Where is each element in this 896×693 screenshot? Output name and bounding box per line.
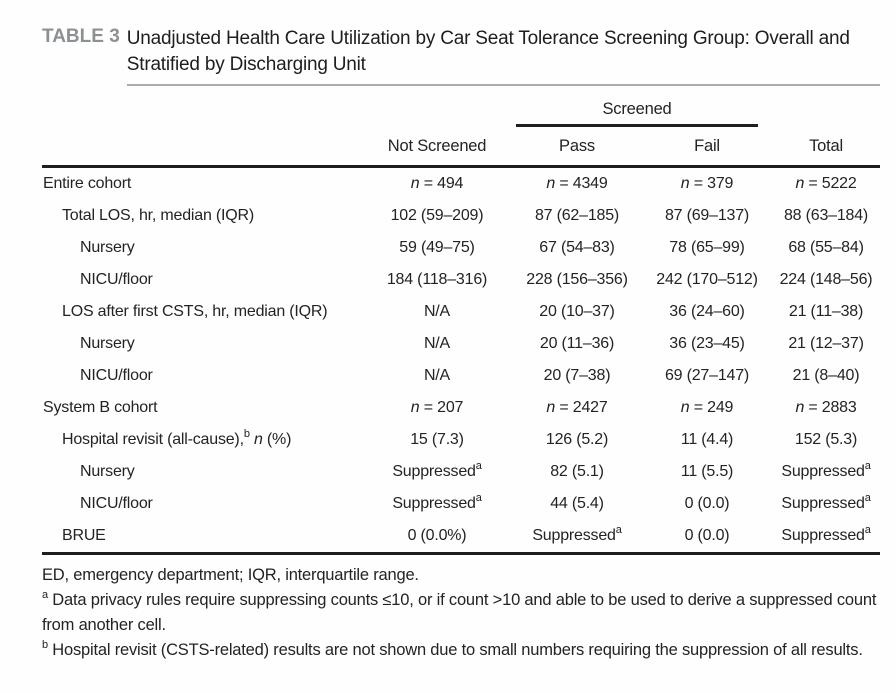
spanner-row [42, 95, 880, 127]
spanner-spacer [772, 95, 880, 127]
spanner-screened [512, 95, 772, 127]
table-row [42, 200, 880, 232]
footnote-a: $^a$ Data privacy rules require suppressing counts ≤10, or if count >10 and able to be used to derive a suppressed count from another cell. [42, 588, 877, 635]
cell-value: 15 (7.3) [410, 431, 464, 449]
cell-value: 21 (8–40) [792, 367, 860, 385]
table-row [42, 488, 880, 520]
row-label: Nursery [80, 335, 135, 353]
cell-value: 0 (0.0%) [362, 520, 512, 554]
cell-value: 20 (7–38) [543, 367, 611, 385]
cell-value: Suppressed$^a$ [512, 520, 642, 554]
cell-value: 228 (156–356) [526, 271, 628, 289]
table-row [42, 264, 880, 296]
title-underline-rule [127, 84, 880, 86]
column-header-total: Total [772, 127, 880, 167]
cell-value: 102 (59–209) [390, 207, 484, 225]
row-label: System B cohort [43, 399, 158, 417]
cell-value: 67 (54–83) [539, 239, 615, 257]
table-footnotes [42, 563, 880, 663]
row-label: Nursery [80, 239, 135, 257]
column-header-row [42, 127, 880, 167]
row-label: Hospital revisit (all-cause),$^b$ n (%) [62, 427, 292, 449]
column-header-pass: Pass [512, 127, 642, 167]
row-label: LOS after first CSTS, hr, median (IQR) [62, 303, 328, 321]
row-label: NICU/floor [80, 495, 153, 513]
table-header [42, 95, 880, 167]
cell-value: 68 (55–84) [788, 239, 864, 257]
column-header-not-screened: Not Screened [362, 127, 512, 167]
table-row [42, 424, 880, 456]
cell-value: 184 (118–316) [386, 271, 488, 289]
cell-value: 224 (148–56) [779, 271, 873, 289]
table-body [42, 167, 880, 554]
cell-value: n = 379 [680, 175, 734, 193]
row-label: Nursery [80, 463, 135, 481]
cell-value: 69 (27–147) [664, 367, 750, 385]
cell-value: n = 4349 [546, 175, 608, 193]
cell-value: n = 494 [410, 175, 464, 193]
cell-value: N/A [423, 303, 451, 321]
row-label: BRUE [42, 520, 362, 554]
cell-value: Suppressed$^a$ [392, 459, 482, 481]
cell-value: 21 (12–37) [788, 335, 864, 353]
table-row [42, 328, 880, 360]
cell-value: 36 (24–60) [669, 303, 745, 321]
cell-value: 59 (49–75) [399, 239, 475, 257]
cell-value: 11 (4.4) [680, 431, 734, 449]
cell-value: Suppressed$^a$ [781, 491, 871, 513]
row-label: Entire cohort [43, 175, 132, 193]
cell-value: Suppressed$^a$ [772, 520, 880, 554]
table-row [42, 360, 880, 392]
cell-value: n = 249 [680, 399, 734, 417]
row-label: Total LOS, hr, median (IQR) [62, 207, 255, 225]
spanner-spacer [362, 95, 512, 127]
table-title-block [127, 26, 880, 86]
cell-value: 78 (65–99) [669, 239, 745, 257]
cell-value: n = 2427 [546, 399, 608, 417]
row-label: NICU/floor [80, 367, 153, 385]
cell-value: 20 (10–37) [539, 303, 615, 321]
cell-value: 36 (23–45) [669, 335, 745, 353]
cell-value: 21 (11–38) [788, 303, 864, 321]
cell-value: 44 (5.4) [550, 495, 604, 513]
cell-value: 87 (69–137) [664, 207, 750, 225]
utilization-table [42, 95, 880, 555]
footnote-abbreviations: ED, emergency department; IQR, interquartile range. [42, 566, 419, 585]
table-caption [42, 26, 880, 86]
cell-value: N/A [423, 335, 451, 353]
column-header-fail: Fail [642, 127, 772, 167]
cell-value: 152 (5.3) [794, 431, 858, 449]
footnote-b: $^b$ Hospital revisit (CSTS-related) results are not shown due to small numbers requiring the suppression of all results. [42, 638, 863, 660]
table-row [42, 232, 880, 264]
spanner-spacer [42, 95, 362, 127]
cell-value: Suppressed$^a$ [781, 459, 871, 481]
cell-value: 0 (0.0) [642, 520, 772, 554]
cell-value: 88 (63–184) [783, 207, 869, 225]
table-title: Unadjusted Health Care Utilization by Car Seat Tolerance Screening Group: Overall and Stratified by Discharging Unit [126, 28, 850, 75]
table-row [42, 296, 880, 328]
table-number-label: TABLE 3 [42, 26, 120, 47]
cell-value: Suppressed$^a$ [392, 491, 482, 513]
cell-value: 242 (170–512) [656, 271, 758, 289]
cell-value: n = 2883 [795, 399, 857, 417]
table-row [42, 392, 880, 424]
cell-value: 20 (11–36) [539, 335, 615, 353]
cell-value: 87 (62–185) [534, 207, 620, 225]
spanner-screened-label: Screened [516, 100, 758, 127]
cell-value: 11 (5.5) [680, 463, 734, 481]
column-header-empty [42, 127, 362, 167]
table-row [42, 456, 880, 488]
cell-value: n = 5222 [795, 175, 857, 193]
cell-value: N/A [423, 367, 451, 385]
cell-value: 126 (5.2) [545, 431, 609, 449]
cell-value: 82 (5.1) [550, 463, 604, 481]
table-row [42, 167, 880, 201]
table-row [42, 520, 880, 554]
cell-value: 0 (0.0) [684, 495, 730, 513]
row-label: NICU/floor [80, 271, 153, 289]
cell-value: n = 207 [410, 399, 464, 417]
